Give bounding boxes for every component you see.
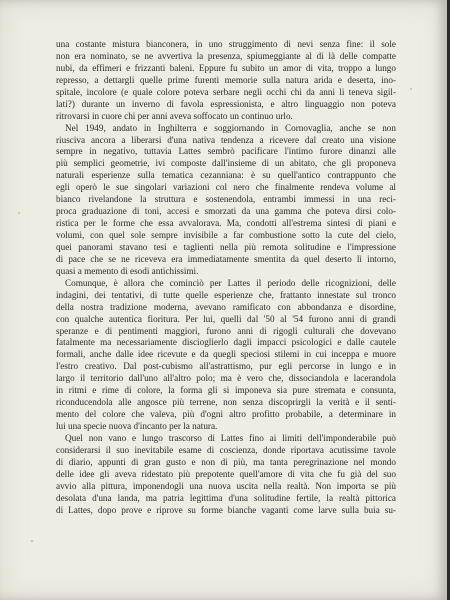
text-line: desolata d'una landa, ma patria legittima d'una solitudine fertile, la realtà pittorica (56, 492, 396, 503)
text-line: ristica per le forme che essa avvalorava. Ma, condotti all'estrema sintesi di piani e (56, 218, 396, 229)
text-line: riusciva ancora a liberarsi d'una nativa tendenza a ricevere dal creato una visione (56, 134, 396, 145)
text-line: ritrovarsi in cuore chi per anni aveva soffocato un continuo urlo. (56, 110, 293, 121)
paragraph-2 (56, 123, 396, 278)
text-line: con qualche autentica fioritura. Per lui, quelli dal '50 al '54 furono anni di grandi (56, 313, 396, 324)
text-line: della nostra tradizione moderna, avevano ramificato con abbondanza e disordine, (56, 301, 396, 312)
text-line: proca graduazione di toni, accesi e smorzati da una gamma che poteva dirsi colo- (56, 206, 396, 217)
paper-speck (31, 540, 33, 542)
text-line: quasi a memento di esodi antichissimi. (56, 265, 199, 276)
text-line: non era nominato, se ne avvertiva la presenza, spiumeggiante al di là delle compatte (56, 50, 396, 61)
text-line: lui una specie nuova d'incanto per la natura. (56, 421, 218, 431)
text-line: sempre in negativo, tuttavia Lattes sembrò pacificare l'intimo furore dinanzi alle (56, 146, 396, 157)
text-line: una costante mistura bianconera, in uno struggimento di nevi senza fine: il sole (56, 39, 396, 49)
text-line: Quel non vano e lungo trascorso di Lattes fino ai limiti dell'imponderabile può (65, 432, 396, 443)
text-line: mento del colore che valeva, più d'ogni altro profitto probabile, a determinare in (56, 409, 396, 420)
paragraph-3 (56, 278, 396, 433)
text-line: di diario, appunti di gran gusto e non di più, ma tanta peregrinazione nel mondo (56, 456, 396, 467)
text-line: l'estro creativo. Dal post-cubismo all'astrattismo, pur egli percorse in lungo e in (56, 361, 396, 372)
text-line: bianco rivelandone la struttura e sostenendola, entrambi immessi in una reci- (56, 194, 396, 205)
text-line: largo il territorio dall'uno all'altro polo; ma è vero che, dissociandola e lacerandola (56, 373, 396, 384)
paper-speck (410, 88, 412, 90)
paragraph-1 (56, 39, 396, 123)
text-line: Nel 1949, andato in Inghilterra e soggiornando in Cornovaglia, anche se non (65, 122, 396, 133)
text-line: riconducendola alle angosce più terrene, non senza discoprirgli la verità e il senti- (56, 397, 396, 408)
text-line: delle idee gli aveva ridestato più prepotente quell'amore di vita che fu già del suo (56, 468, 396, 479)
text-line: volumi, con quel sole sempre invisibile a far combustione sotto la cute del cielo, (56, 230, 396, 240)
text-line: considerarsi il suo inevitabile esame di coscienza, donde riportava acutissime tavole (56, 444, 396, 455)
text-line: speranze e di pentimenti maggiori, furono anni di rigogli culturali che dovevano (56, 325, 396, 336)
text-line: in ritmi e rime di colore, la forma gli si imponeva sia pure stremata e consunta, (56, 385, 396, 396)
text-line: di Lattes, dopo prove e riprove su forme bianche vaganti come larve sulla buia su- (56, 504, 396, 515)
text-line: formali, anche dalle idee ricevute e da quegli speciosi stilemi in cui inceppa e muore (56, 349, 396, 360)
text-line: lati?) durante un inverno di favola espressionista, e altro linguaggio non poteva (56, 98, 396, 109)
text-line: quei panorami stavano tesi e taglienti nella più remota solitudine e l'impressione (56, 241, 396, 252)
text-line: di pace che se ne riceveva era immediatamente smentita da quel deserto lì intorno, (56, 253, 396, 264)
paragraph-4 (56, 433, 396, 517)
text-line: represso, a dettargli quelle prime furenti memorie sulla natura arida e deserta, ino- (56, 74, 396, 85)
text-line: avvio alla pittura, imponendogli una nuova uscita nella realtà. Non importa se più (56, 480, 396, 491)
text-line: spitale, incolore (e quale colore poteva serbare negli occhi chi da anni li teneva sigil- (56, 86, 396, 97)
text-line: indagini, dei tentativi, di tutte quelle esperienze che, frattanto innestate sul tronco (56, 289, 396, 300)
body-text (56, 39, 396, 517)
text-line: Comunque, è allora che cominciò per Lattes il periodo delle ricognizioni, delle (65, 277, 396, 288)
text-line: nubi, da effimeri e frizzanti baleni. Eppure fu subito un amor di vita, troppo a lungo (56, 62, 396, 73)
paper-speck (18, 212, 20, 214)
text-line: fatalmente ma necessariamente discioglierlo dagli impacci psicologici e dalle cautele (56, 337, 396, 348)
text-line: naturali esperienze sulla tematica cezanniana: è su quell'antico contrappunto che (56, 170, 396, 181)
text-line: egli operò le sue singolari variazioni col nero che finalmente rendeva volume al (56, 182, 396, 193)
text-line: più semplici geometrie, ivi composte dall'insieme di un abitato, che gli proponeva (56, 158, 396, 169)
